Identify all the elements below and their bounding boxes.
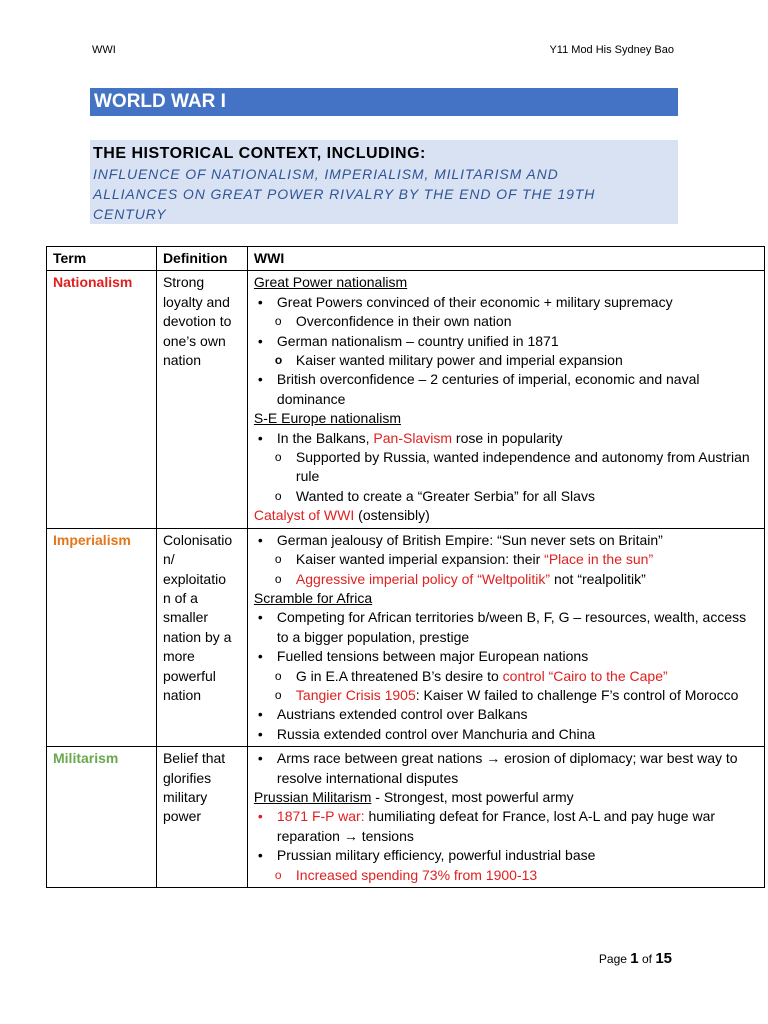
wwi-cell — [247, 271, 764, 528]
list-item: • Competing for African territories b/ween B, F, G – resources, wealth, access to a bigger population, prestige — [257, 609, 747, 645]
list-item: o Overconfidence in their own nation — [274, 313, 512, 330]
header-definition: Definition — [156, 247, 247, 271]
catalyst-note: Catalyst of WWI (ostensibly) — [253, 507, 430, 524]
table-row — [47, 747, 765, 888]
table-row — [47, 528, 765, 746]
list-item: o Kaiser wanted imperial expansion: their “Place in the sun” — [274, 551, 654, 568]
term-imperialism: Imperialism — [47, 528, 157, 746]
list-item: • 1871 F-P war: humiliating defeat for France, lost A-L and pay huge war reparation → tensions — [257, 808, 716, 844]
subheading: Scramble for Africa — [253, 589, 373, 606]
subheading: Prussian Militarism - Strongest, most powerful army — [253, 788, 574, 805]
header-term: Term — [47, 247, 157, 271]
list-item: • Arms race between great nations → erosion of diplomacy; war best way to resolve international disputes — [257, 750, 738, 786]
list-item: o Kaiser wanted military power and imperial expansion — [274, 352, 623, 369]
list-item: o Supported by Russia, wanted independence and autonomy from Austrian rule — [274, 449, 750, 485]
list-item: o G in E.A threatened B’s desire to control “Cairo to the Cape” — [274, 667, 668, 684]
header-left: WWI — [92, 44, 116, 56]
list-item: o Tangier Crisis 1905: Kaiser W failed to challenge F’s control of Morocco — [274, 686, 739, 703]
subheading: Great Power nationalism — [253, 274, 408, 291]
wwi-cell — [247, 528, 764, 746]
definition-cell: Strong loyalty and devotion to one’s own nation — [156, 271, 247, 528]
subheading: S-E Europe nationalism — [253, 410, 401, 427]
header-right: Y11 Mod His Sydney Bao — [549, 44, 674, 56]
terms-table — [46, 246, 765, 888]
list-item: • British overconfidence – 2 centuries of imperial, economic and naval dominance — [257, 371, 700, 407]
header-wwi: WWI — [247, 247, 764, 271]
list-item: o Aggressive imperial policy of “Weltpolitik” not “realpolitik” — [274, 570, 646, 587]
definition-cell: Belief that glorifies military power — [156, 747, 247, 888]
list-item: • Austrians extended control over Balkans — [257, 706, 528, 723]
context-subtitle: INFLUENCE OF NATIONALISM, IMPERIALISM, MILITARISM AND ALLIANCES ON GREAT POWER RIVALRY BY THE END OF THE 19TH CENTURY — [93, 166, 596, 222]
page-title: WORLD WAR I — [90, 88, 678, 116]
list-item: • German nationalism – country unified in 1871 — [257, 332, 559, 349]
list-item: • Fuelled tensions between major European nations — [257, 648, 589, 665]
context-box — [90, 140, 678, 224]
table-header-row — [47, 247, 765, 271]
context-title: THE HISTORICAL CONTEXT, INCLUDING: — [93, 145, 426, 162]
wwi-cell — [247, 747, 764, 888]
list-item: • Great Powers convinced of their economic + military supremacy — [257, 293, 673, 310]
list-item: • Russia extended control over Manchuria and China — [257, 725, 596, 742]
page-number: Page 1 of 15 — [598, 950, 672, 967]
table-row — [47, 271, 765, 528]
term-nationalism: Nationalism — [47, 271, 157, 528]
list-item: • In the Balkans, Pan-Slavism rose in popularity — [257, 429, 563, 446]
list-item: • German jealousy of British Empire: “Sun never sets on Britain” — [257, 531, 663, 548]
list-item: o Wanted to create a “Greater Serbia” for all Slavs — [274, 487, 595, 504]
definition-cell: Colonisatio n/ exploitatio n of a smaller nation by a more powerful nation — [156, 528, 247, 746]
term-militarism: Militarism — [47, 747, 157, 888]
list-item: • Prussian military efficiency, powerful industrial base — [257, 847, 596, 864]
list-item: o Increased spending 73% from 1900-13 — [274, 866, 538, 883]
